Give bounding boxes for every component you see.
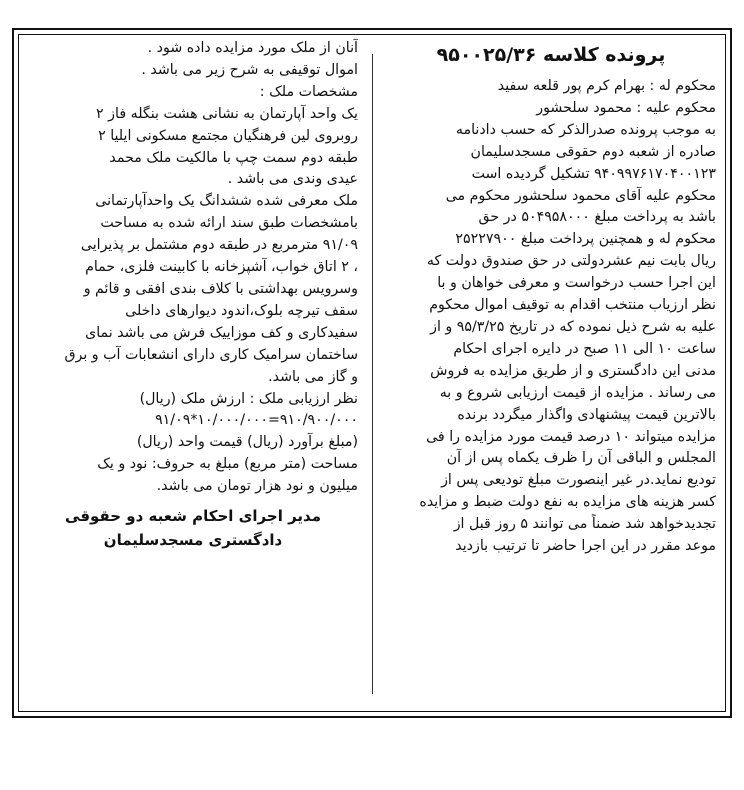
text-line: موعد مقرر در این اجرا حاضر تا ترتیب بازدید <box>455 538 716 555</box>
text-line: تودیع نماید.در غیر اینصورت مبلغ تودیعی پس از <box>441 472 716 489</box>
text-line: علیه به شرح ذیل نموده که در تاریخ ۹۵/۳/۲۵ و از <box>430 318 716 335</box>
text-line: ساختمان سرامیک کاری دارای انشعابات آب و برق <box>64 346 358 363</box>
text-line: ، ۲ اتاق خواب، آشپزخانه با کابینت فلزی، حمام <box>85 259 358 276</box>
left-column-text <box>28 38 358 498</box>
text-line: به موجب پرونده صدرالذکر که حسب دادنامه <box>455 121 716 138</box>
text-line: یک واحد آپارتمان به نشانی هشت بنگله فاز ۲ <box>96 105 358 122</box>
text-line: باشد به پرداخت مبلغ ۵۰۴۹۵۸۰۰۰ در حق <box>478 209 716 226</box>
text-line: ۹۱۰/۹۰۰/۰۰۰=۱۰/۰۰۰/۰۰۰*۹۱/۰۹ <box>155 412 358 429</box>
text-line: سفیدکاری و کف موزاییک فرش می باشد نمای <box>85 324 358 341</box>
text-line: عیدی وندی می باشد . <box>227 171 358 188</box>
right-column-text <box>386 76 716 558</box>
text-line: نظر ارزیابی ملک : ارزش ملک (ریال) <box>139 390 358 407</box>
text-line: ۹۴۰۹۹۷۶۱۷۰۴۰۰۱۲۳ تشکیل گردیده است <box>471 165 716 182</box>
notice-frame <box>12 28 732 718</box>
text-line: آنان از ملک مورد مزایده داده شود . <box>147 40 358 56</box>
text-line: تجدیدخواهد شد ضمناً می توانند ۵ روز قبل از <box>453 516 716 533</box>
text-line: اموال توقیفی به شرح زیر می باشد . <box>141 61 358 78</box>
left-column <box>28 38 358 552</box>
text-line: می رساند . مزایده از قیمت ارزیابی شروع و به <box>439 384 716 401</box>
text-line: محکوم له : بهرام کرم پور قلعه سفید <box>497 78 716 94</box>
text-line: کسر هزینه های مزایده به نفع دولت ضبط و مزایده <box>419 494 716 511</box>
text-line: طبقه دوم سمت چپ با مالکیت ملک محمد <box>109 149 358 166</box>
text-line: بالاترین قیمت پیشنهادی واگذار میگردد برنده <box>457 406 716 423</box>
text-line: وسرویس بهداشتی با کلاف بندی افقی و قائم و <box>83 280 358 297</box>
text-line: روبروی لین فرهنگیان مجتمع مسکونی ایلیا ۲ <box>98 127 358 144</box>
text-line: صادره از شعبه دوم حقوقی مسجدسلیمان <box>470 143 716 160</box>
text-line: بامشخصات طبق سند ارائه شده به مساحت <box>100 215 358 232</box>
text-line: مشخصات ملک : <box>259 83 358 100</box>
text-line: ریال بابت نیم عشردولتی در حق صندوق دولت که <box>426 253 716 270</box>
right-column <box>386 38 716 558</box>
text-line: ۹۱/۰۹ مترمربع در طبقه دوم مشتمل بر پذیرایی <box>80 237 358 254</box>
text-line: مدنی این دادگستری و از طریق مزایده به فروش <box>430 362 716 379</box>
text-line: میلیون و نود هزار تومان می باشد. <box>156 478 358 495</box>
text-line: و گاز می باشد. <box>268 368 358 385</box>
text-line: المجلس و الباقی آن را ظرف یکماه پس از آن <box>446 450 716 467</box>
text-line: محکوم له و همچنین پرداخت مبلغ ۲۵۲۲۷۹۰۰ <box>455 231 716 248</box>
column-divider <box>372 54 373 694</box>
text-line: این اجرا حسب درخواست و معرفی خواهان و با <box>437 275 716 292</box>
signature-block <box>28 504 358 552</box>
text-line: (مبلغ برآورد (ریال) قیمت واحد (ریال) <box>136 434 358 451</box>
text-line: نظر ارزیاب منتخب اقدام به توقیف اموال محکوم <box>429 297 716 314</box>
text-line: محکوم علیه : محمود سلحشور <box>536 99 716 116</box>
text-line: مساحت (متر مربع) مبلغ به حروف: نود و یک <box>97 456 358 473</box>
text-line: مزایده میتواند ۱۰ درصد قیمت مورد مزایده را فی <box>426 428 716 445</box>
text-line: سقف تیرچه بلوک،اندود دیوارهای داخلی <box>125 302 358 319</box>
signature-line-1: مدیر اجرای احکام شعبه دو حقوقی <box>65 507 321 526</box>
case-title: پرونده کلاسه ۹۵۰۰۲۵/۳۶ <box>436 44 666 66</box>
text-line: ملک معرفی شده ششدانگ یک واحدآپارتمانی <box>95 193 358 210</box>
text-line: ساعت ۱۰ الی ۱۱ صبح در دایره اجرای احکام <box>453 340 716 357</box>
signature-line-2: دادگستری مسجدسلیمان <box>103 531 283 550</box>
text-line: محکوم علیه آقای محمود سلحشور محکوم می <box>445 187 716 204</box>
